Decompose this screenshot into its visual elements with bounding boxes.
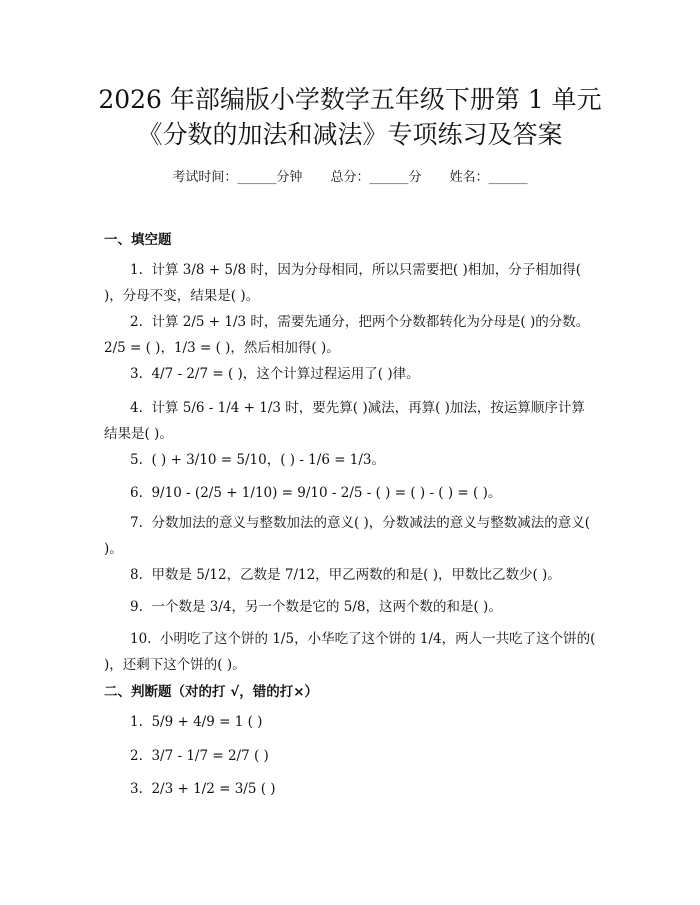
section-heading-true-false: 二、判断题（对的打 √，错的打×） [104,684,319,700]
exam-info [0,169,700,187]
question-item: 10. 小明吃了这个饼的 1/5，小华吃了这个饼的 1/4，两人一共吃了这个饼的( )，还剩下这个饼的( )。 [104,631,600,673]
document-title-line-1: 2026 年部编版小学数学五年级下册第 1 单元 [98,85,602,114]
question-item: 7. 分数加法的意义与整数加法的意义( )，分数减法的意义与整数减法的意义( )。 [104,515,595,557]
question-item: 5. ( ) + 3/10 = 5/10，( ) - 1/6 = 1/3。 [130,452,386,468]
question-item: 6. 9/10 - (2/5 + 1/10) = 9/10 - 2/5 - ( ) = ( ) - ( ) = ( )。 [130,485,502,501]
document-title-line-2: 《分数的加法和减法》专项练习及答案 [137,120,563,149]
section-heading-fill-blank: 一、填空题 [104,232,172,248]
question-item: 2. 计算 2/5 + 1/3 时，需要先通分，把两个分数都转化为分母是( )的分数。2/5 = ( )，1/3 = ( )，然后相加得( )。 [104,314,590,356]
question-item: 9. 一个数是 3/4，另一个数是它的 5/8，这两个数的和是( )。 [130,599,502,615]
question-item: 3. 4/7 - 2/7 = ( )，这个计算过程运用了( )律。 [130,366,420,382]
exam-score: 总分：______分 [330,170,422,185]
question-item: 8. 甲数是 5/12，乙数是 7/12，甲乙两数的和是( )，甲数比乙数少( )。 [130,567,561,583]
question-item: 4. 计算 5/6 - 1/4 + 1/3 时，要先算( )减法，再算( )加法，按运算顺序计算结果是( )。 [104,400,585,442]
exam-name: 姓名：______ [449,170,528,185]
question-item: 1. 5/9 + 4/9 = 1 ( ) [130,714,263,730]
question-item: 1. 计算 3/8 + 5/8 时，因为分母相同，所以只需要把( )相加，分子相加得( )，分母不变，结果是( )。 [104,262,586,304]
question-item: 3. 2/3 + 1/2 = 3/5 ( ) [130,781,276,797]
exam-time: 考试时间：______分钟 [172,170,303,185]
question-item: 2. 3/7 - 1/7 = 2/7 ( ) [130,748,269,764]
